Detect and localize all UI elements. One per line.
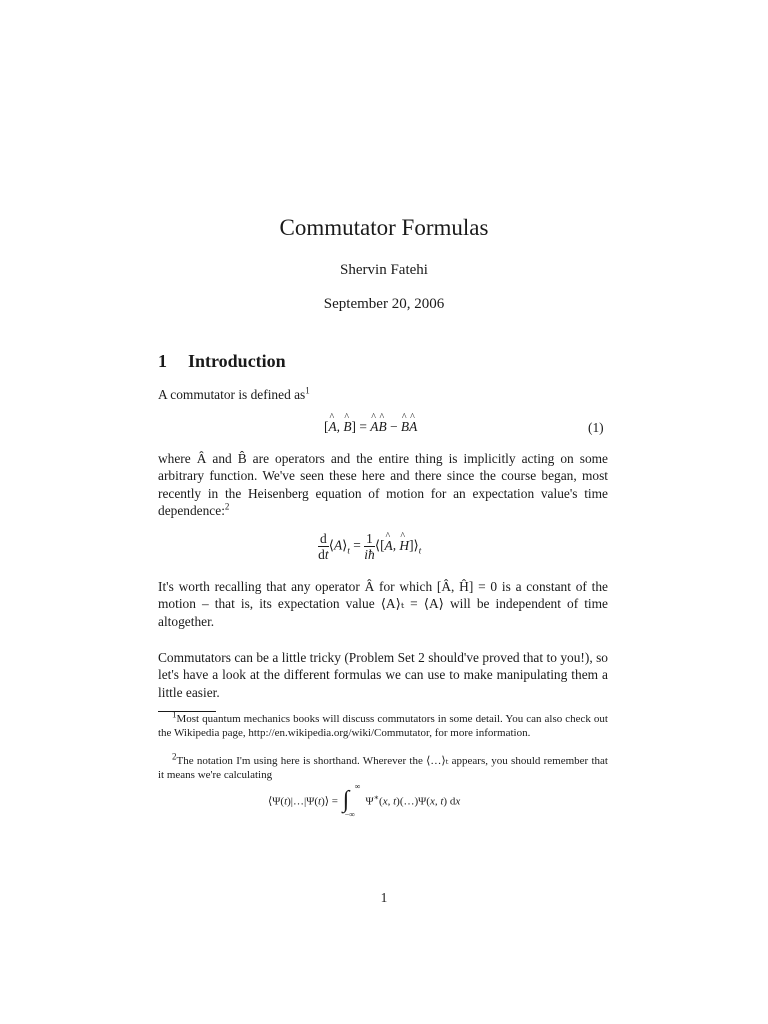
page-number: 1 <box>380 890 388 905</box>
paragraph-1 <box>158 386 608 403</box>
paragraph-2-text: where Â and B̂ are operators and the entire thing is implicitly acting on some arbitrary function. We've seen these here and there since the course began, most recently in the Heisenberg equation of motion for an expectation value's time dependence: <box>158 451 608 519</box>
date: September 20, 2006 <box>323 296 445 312</box>
paragraph-2 <box>158 450 608 520</box>
equation-number: (1) <box>588 420 604 435</box>
equation-1: [^ A, ^ B] = ^ A^ B − ^ B^ A <box>324 419 417 435</box>
author: Shervin Fatehi <box>340 262 428 278</box>
footnote-equation: ⟨Ψ(t)|…|Ψ(t)⟩ = ∫ ∞ −∞ Ψ∗(x, t)(…)Ψ(x, t) dx <box>268 782 461 819</box>
footnote-ref-1: 1 <box>305 385 310 396</box>
footnote-2 <box>158 751 608 782</box>
section-number: 1 <box>158 351 167 371</box>
footnote-1-mark: 1 <box>172 709 177 720</box>
equation-heisenberg: $\frac{d}{dt}$ $⟨A⟩_t$ = $\frac{1}{iħ}$ ⟨[^ A, ^ $H]⟩_t$ <box>318 531 421 562</box>
footnote-ref-2: 2 <box>224 501 230 512</box>
section-heading <box>158 351 286 372</box>
section-title: Introduction <box>188 351 286 371</box>
footnote-2-mark: 2 <box>172 751 177 762</box>
paragraph-4: Commutators can be a little tricky (Problem Set 2 should've proved that to you!), so let's have a look at the different formulas we can use to make manipulating them a little easier. <box>158 650 608 700</box>
footnote-1 <box>158 709 608 740</box>
footnote-1-text: Most quantum mechanics books will discuss commutators in some detail. You can also check out the Wikipedia page, http://en.wikipedia.org/wiki/Commutator, for more information. <box>158 713 608 739</box>
paragraph-1-text: A commutator is defined as <box>158 387 306 402</box>
paper-title: Commutator Formulas <box>279 215 489 240</box>
integral-sign: ∫ ∞ −∞ <box>342 782 361 819</box>
paragraph-3: It's worth recalling that any operator Â for which [Â, Ĥ] = 0 is a constant of the motion – that is, its expectation value ⟨A⟩ₜ = ⟨A⟩ will be independent of time altogether. <box>158 579 608 629</box>
footnote-2-text: The notation I'm using here is shorthand. Wherever the ⟨…⟩ₜ appears, you should remember that it means we're calculating <box>158 755 608 781</box>
